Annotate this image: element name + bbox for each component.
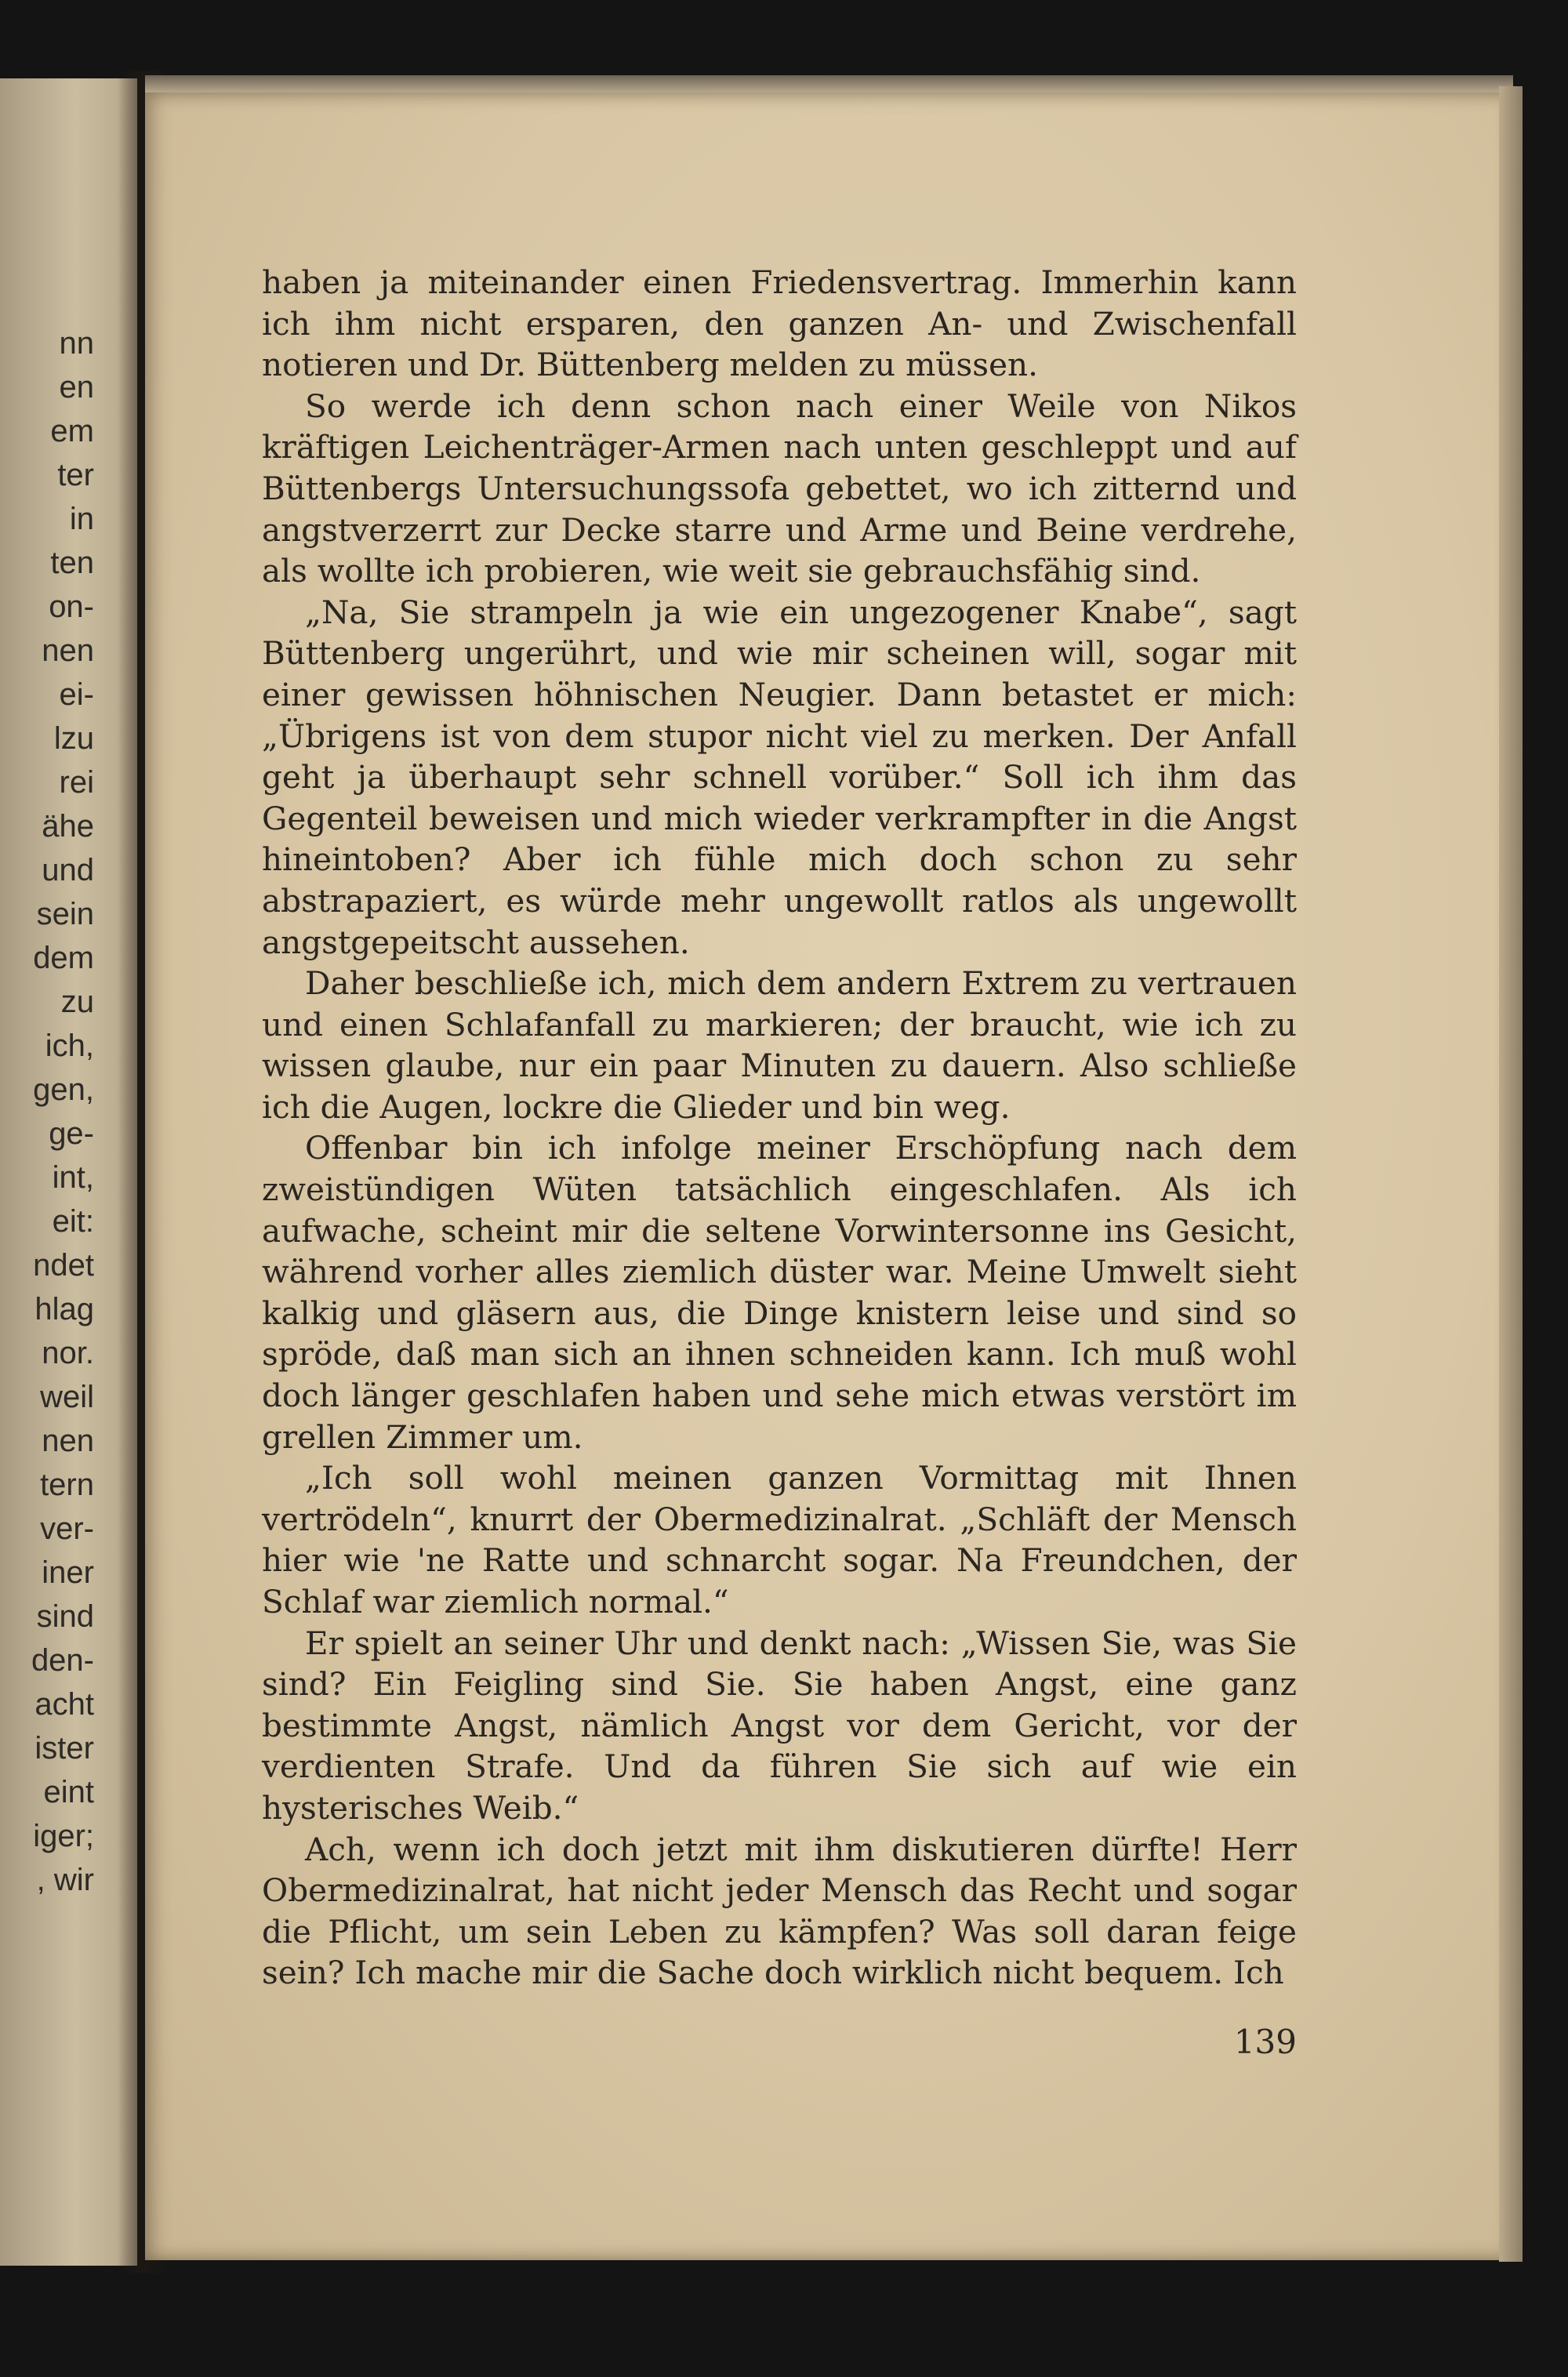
previous-page-line-fragment: weil (40, 1380, 94, 1414)
previous-page-line-fragment: ten (50, 546, 94, 580)
previous-page-line-fragment: zu (60, 985, 94, 1019)
previous-page-line-fragment: lzu (53, 721, 94, 756)
paragraph-1: haben ja miteinander einen Friedensvertrag. Immerhin kann ich ihm nicht ersparen, den ganzen An- und Zwischenfall notieren und Dr. Büttenberg melden zu müssen. (262, 263, 1297, 384)
previous-page-line-fragment: nen (42, 1424, 94, 1458)
previous-page-line-fragment: ähe (42, 809, 94, 844)
previous-page-line-fragment: ister (34, 1731, 94, 1766)
previous-page-line-fragment: ndet (33, 1248, 94, 1283)
previous-page-line-fragment: ich, (45, 1029, 94, 1063)
previous-page-line-fragment: in (69, 502, 94, 536)
paragraph-7: Er spielt an seiner Uhr und denkt nach: „Wissen Sie, was Sie sind? Ein Feigling sind Sie. Sie haben Angst, eine ganz bestimmte Angst, nämlich Angst vor dem Gericht, vor der verdienten Strafe. Und da führen Sie sich auf wie ein hysterisches Weib.“ (262, 1624, 1297, 1827)
paragraph-3: „Na, Sie strampeln ja wie ein ungezogener Knabe“, sagt Büttenberg ungerührt, und wie mir scheinen will, sogar mit einer gewissen höhnischen Neugier. Dann betastet er mich: „Übrigens ist von dem stupor nicht viel zu merken. Der Anfall geht ja überhaupt sehr schnell vorüber.“ Soll ich ihm das Gegenteil beweisen und mich wieder verkrampfter in die Angst hineintoben? Aber ich fühle mich doch schon zu sehr abstrapaziert, es würde mehr ungewollt ratlos als ungewollt angstgepeitscht aussehen. (262, 593, 1297, 961)
paragraph-8: Ach, wenn ich doch jetzt mit ihm diskutieren dürfte! Herr Obermedizinalrat, hat nicht jeder Mensch das Recht und sogar die Pflicht, um sein Leben zu kämpfen? Was soll daran feige sein? Ich mache mir die Sache doch wirklich nicht bequem. Ich (262, 1830, 1297, 1992)
previous-page-text (0, 321, 94, 1902)
previous-page-line-fragment: eint (43, 1775, 94, 1809)
previous-page-line-fragment: ge- (49, 1116, 94, 1151)
previous-page-line-fragment: den- (31, 1643, 94, 1678)
previous-page-line-fragment: und (42, 853, 94, 887)
previous-page-line-fragment: rei (59, 765, 94, 800)
previous-page-line-fragment: iger; (33, 1819, 94, 1853)
paragraph-5: Offenbar bin ich infolge meiner Erschöpfung nach dem zweistündigen Wüten tatsächlich eingeschlafen. Als ich aufwache, scheint mir die seltene Vorwintersonne ins Gesicht, während vorher alles ziemlich düster war. Meine Umwelt sieht kalkig und gläsern aus, die Dinge knistern leise und sind so spröde, daß man sich an ihnen schneiden kann. Ich muß wohl doch länger geschlafen haben und sehe mich etwas verstört im grellen Zimmer um. (262, 1129, 1297, 1456)
page-right-edge (1499, 86, 1523, 2262)
previous-page-line-fragment: nn (59, 326, 94, 361)
previous-page-line-fragment: hlag (34, 1292, 94, 1326)
page-number: 139 (1233, 2023, 1297, 2061)
previous-page-line-fragment: iner (42, 1555, 94, 1590)
previous-page-line-fragment: acht (34, 1687, 94, 1722)
paragraph-6: „Ich soll wohl meinen ganzen Vormittag mit Ihnen vertrödeln“, knurrt der Obermedizinalrat. „Schläft der Mensch hier wie 'ne Ratte und schnarcht sogar. Na Freundchen, der Schlaf war ziemlich normal.“ (262, 1459, 1297, 1620)
previous-page-line-fragment: dem (33, 941, 94, 975)
previous-page-line-fragment: em (50, 414, 94, 448)
previous-page-line-fragment: ver- (40, 1511, 94, 1546)
paragraph-2: So werde ich denn schon nach einer Weile von Nikos kräftigen Leichenträger-Armen nach unten geschleppt und auf Büttenbergs Untersuchungssofa gebettet, wo ich zitternd und angstverzerrt zur Decke starre und Arme und Beine verdrehe, als wollte ich probieren, wie weit sie gebrauchsfähig sind. (262, 386, 1297, 590)
previous-page (0, 78, 137, 2266)
previous-page-line-fragment: nen (42, 633, 94, 668)
page-body-text (262, 262, 1297, 1994)
previous-page-line-fragment: on- (49, 590, 94, 624)
previous-page-line-fragment: tern (40, 1468, 94, 1502)
previous-page-line-fragment: sind (36, 1599, 94, 1634)
previous-page-line-fragment: en (59, 370, 94, 405)
previous-page-line-fragment: ei- (59, 677, 94, 712)
previous-page-line-fragment: ter (57, 458, 94, 492)
paragraph-4: Daher beschließe ich, mich dem andern Extrem zu vertrauen und einen Schlafanfall zu markieren; der braucht, wie ich zu wissen glaube, nur ein paar Minuten zu dauern. Also schließe ich die Augen, lockre die Glieder und bin weg. (262, 964, 1297, 1126)
previous-page-line-fragment: , wir (36, 1863, 94, 1897)
previous-page-line-fragment: sein (36, 897, 94, 931)
previous-page-line-fragment: nor. (42, 1336, 94, 1370)
previous-page-line-fragment: gen, (33, 1072, 94, 1107)
previous-page-line-fragment: eit: (52, 1204, 94, 1239)
previous-page-line-fragment: int, (52, 1160, 94, 1195)
